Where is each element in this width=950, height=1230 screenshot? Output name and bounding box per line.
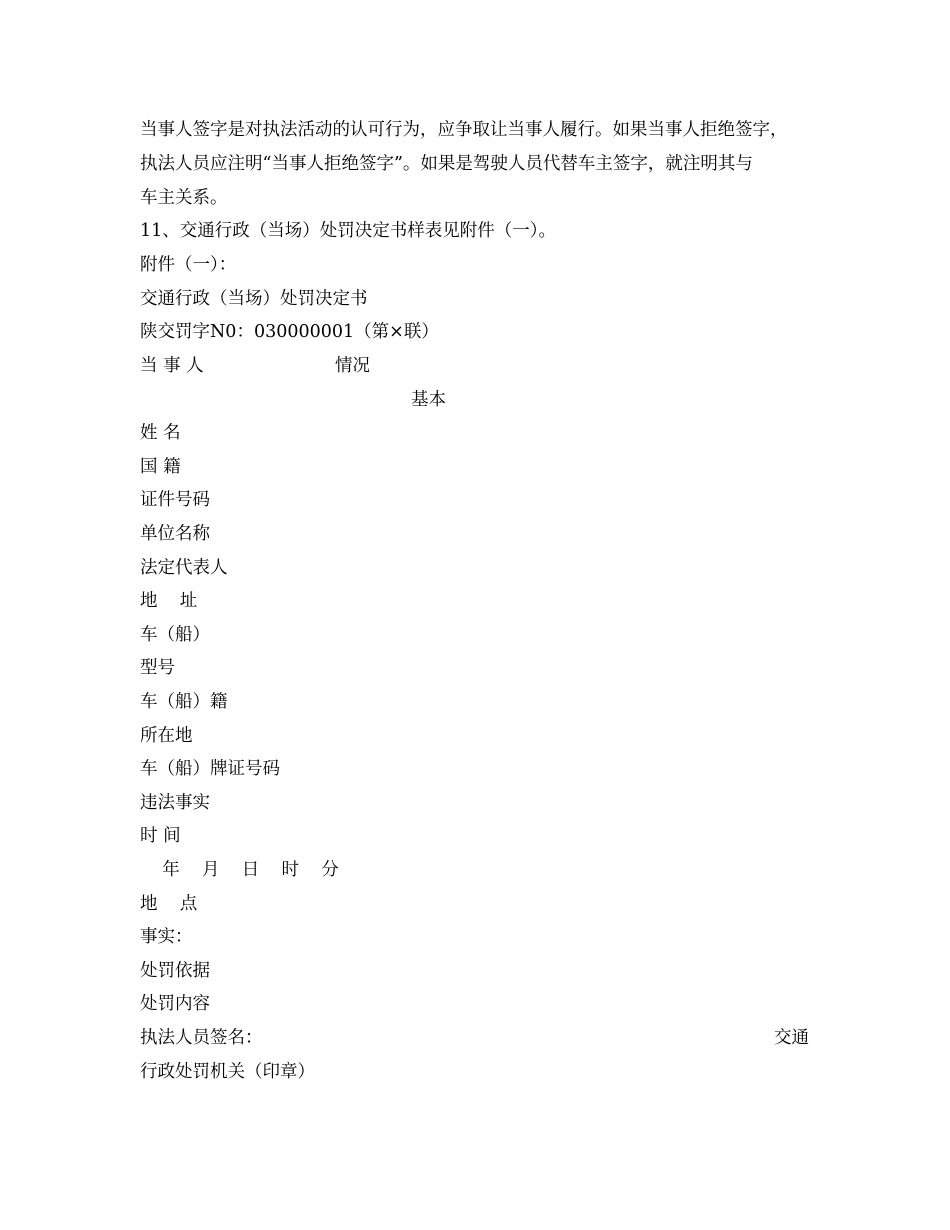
- field-penalty-basis: 处罚依据: [140, 961, 210, 981]
- field-vehicle: 车（船）: [140, 625, 210, 645]
- field-unit-name: 单位名称: [140, 524, 210, 544]
- field-penalty-content: 处罚内容: [140, 994, 210, 1014]
- document-number: 陕交罚字N0：030000001（第×联）: [140, 322, 439, 342]
- field-datetime-units: 年 月 日 时 分: [140, 860, 339, 880]
- field-place: 地 点: [140, 894, 198, 914]
- field-officer-signature: 执法人员签名：: [140, 1028, 263, 1048]
- field-model: 型号: [140, 658, 175, 678]
- traffic-prefix: 交通: [774, 1028, 809, 1048]
- field-facts: 事实：: [140, 927, 193, 947]
- field-time: 时 间: [140, 826, 181, 846]
- basic-label: 基本: [411, 390, 446, 410]
- field-plate-number: 车（船）牌证号码: [140, 759, 280, 779]
- intro-line-2: 执法人员应注明“当事人拒绝签字”。如果是驾驶人员代替车主签字，就注明其与: [140, 154, 753, 174]
- situation-label: 情况: [335, 356, 370, 376]
- intro-line-1: 当事人签字是对执法活动的认可行为，应争取让当事人履行。如果当事人拒绝签字，: [140, 120, 788, 140]
- field-name: 姓 名: [140, 423, 181, 443]
- party-label: 当 事 人: [140, 356, 204, 376]
- field-authority-seal: 行政处罚机关（印章）: [140, 1062, 315, 1082]
- field-vehicle-registry: 车（船）籍: [140, 692, 228, 712]
- item-11-text: 11、交通行政（当场）处罚决定书样表见附件（一）。: [140, 221, 557, 241]
- form-title: 交通行政（当场）处罚决定书: [140, 289, 368, 309]
- annex-label: 附件（一）：: [140, 255, 237, 275]
- field-nationality: 国 籍: [140, 457, 181, 477]
- field-violation-facts: 违法事实: [140, 793, 210, 813]
- field-id-number: 证件号码: [140, 490, 210, 510]
- field-legal-representative: 法定代表人: [140, 558, 228, 578]
- intro-line-3: 车主关系。: [140, 188, 228, 208]
- field-address: 地 址: [140, 591, 198, 611]
- field-location: 所在地: [140, 726, 193, 746]
